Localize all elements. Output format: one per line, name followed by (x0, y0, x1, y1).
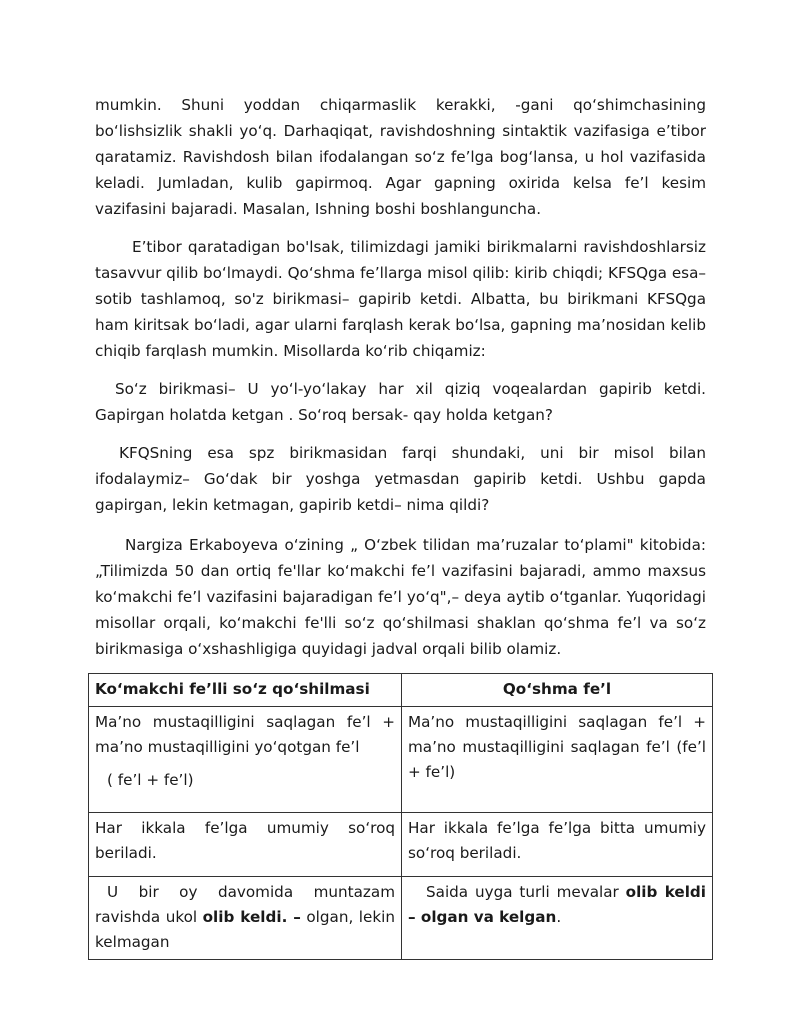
table-cell: Ma’no mustaqilligini saqlagan fe’l + ma’no mustaqilligini saqlagan fe’l (fe’l + fe’l) (402, 707, 713, 813)
paragraph-5: Nargiza Erkaboyeva o‘zining „ O‘zbek tilidan ma’ruzalar to‘plami" kitobida: „Tilimizda 50 dan ortiq fe'llar ko‘makchi fe’l vazifasini bajaradi, ammo maxsus ko‘makchi fe’l vazifasini bajaradigan fe’l yo‘q",– deya aytib o‘tganlar. Yuqoridagi misollar orqali, ko‘makchi fe'lli so‘z qo‘shilmasi shaklan qo‘shma fe’l va so‘z birikmasiga o‘xshashligiga quyidagi jadval orqali bilib olamiz. (95, 536, 706, 658)
table-cell (89, 877, 402, 960)
table-cell: Har ikkala fe’lga umumiy so‘roq beriladi. (89, 813, 402, 877)
table-header-row (89, 674, 713, 707)
table-header-cell: Ko‘makchi fe’lli so‘z qo‘shilmasi (89, 674, 402, 707)
paragraph-4: KFQSning esa spz birikmasidan farqi shundaki, uni bir misol bilan ifodalaymiz– Go‘dak bir yoshga yetmasdan gapirib ketdi. Ushbu gapda gapirgan, lekin ketmagan, gapirib ketdi– nima qildi? (95, 444, 706, 514)
cell-text: Saida uyga turli mevalar (426, 883, 626, 901)
cell-bold-text: olib keldi. – (202, 908, 301, 926)
comparison-table (88, 673, 713, 960)
cell-bold-text: olib keldi – olgan va kelgan (408, 883, 707, 926)
table-cell (402, 877, 713, 960)
table-row (89, 707, 713, 813)
table-row (89, 877, 713, 960)
cell-text: . (556, 908, 562, 926)
table-header-cell: Qo‘shma fe’l (402, 674, 713, 707)
table-cell (89, 707, 402, 813)
cell-text: olgan, lekin kelmagan (95, 908, 395, 951)
table-cell: Har ikkala fe’lga fe’lga bitta umumiy so‘roq beriladi. (402, 813, 713, 877)
paragraph-2: E’tibor qaratadigan bo'lsak, tilimizdagi jamiki birikmalarni ravishdoshlarsiz tasavvur qilib bo‘lmaydi. Qo‘shma fe’llarga misol qilib: kirib chiqdi; KFSQga esa– sotib tashlamoq, so'z birikmasi– gapirib ketdi. Albatta, bu birikmani KFSQga ham kiritsak bo‘ladi, agar ularni farqlash kerak bo‘lsa, gapning ma’nosidan kelib chiqib farqlash mumkin. Misollarda ko‘rib chiqamiz: (95, 238, 706, 360)
paragraph-1: mumkin. Shuni yoddan chiqarmaslik kerakki, -gani qo‘shimchasining bo‘lishsizlik shakli yo‘q. Darhaqiqat, ravishdoshning sintaktik vazifasiga e’tibor qaratamiz. Ravishdosh bilan ifodalangan so‘z fe’lga bog‘lansa, u hol vazifasida keladi. Jumladan, kulib gapirmoq. Agar gapning oxirida kelsa fe’l kesim vazifasini bajaradi. Masalan, Ishning boshi boshlanguncha. (95, 96, 706, 218)
cell-text: Ma’no mustaqilligini saqlagan fe’l + ma’no mustaqilligini yo‘qotgan fe’l (95, 713, 395, 756)
paragraph-3: So‘z birikmasi– U yo‘l-yo‘lakay har xil qiziq voqealardan gapirib ketdi. Gapirgan holatda ketgan . So‘roq bersak- qay holda ketgan? (95, 380, 706, 424)
table-row (89, 813, 713, 877)
cell-note: ( fe’l + fe’l) (107, 771, 194, 789)
cell-text: U bir oy davomida muntazam ravishda ukol (95, 883, 395, 926)
